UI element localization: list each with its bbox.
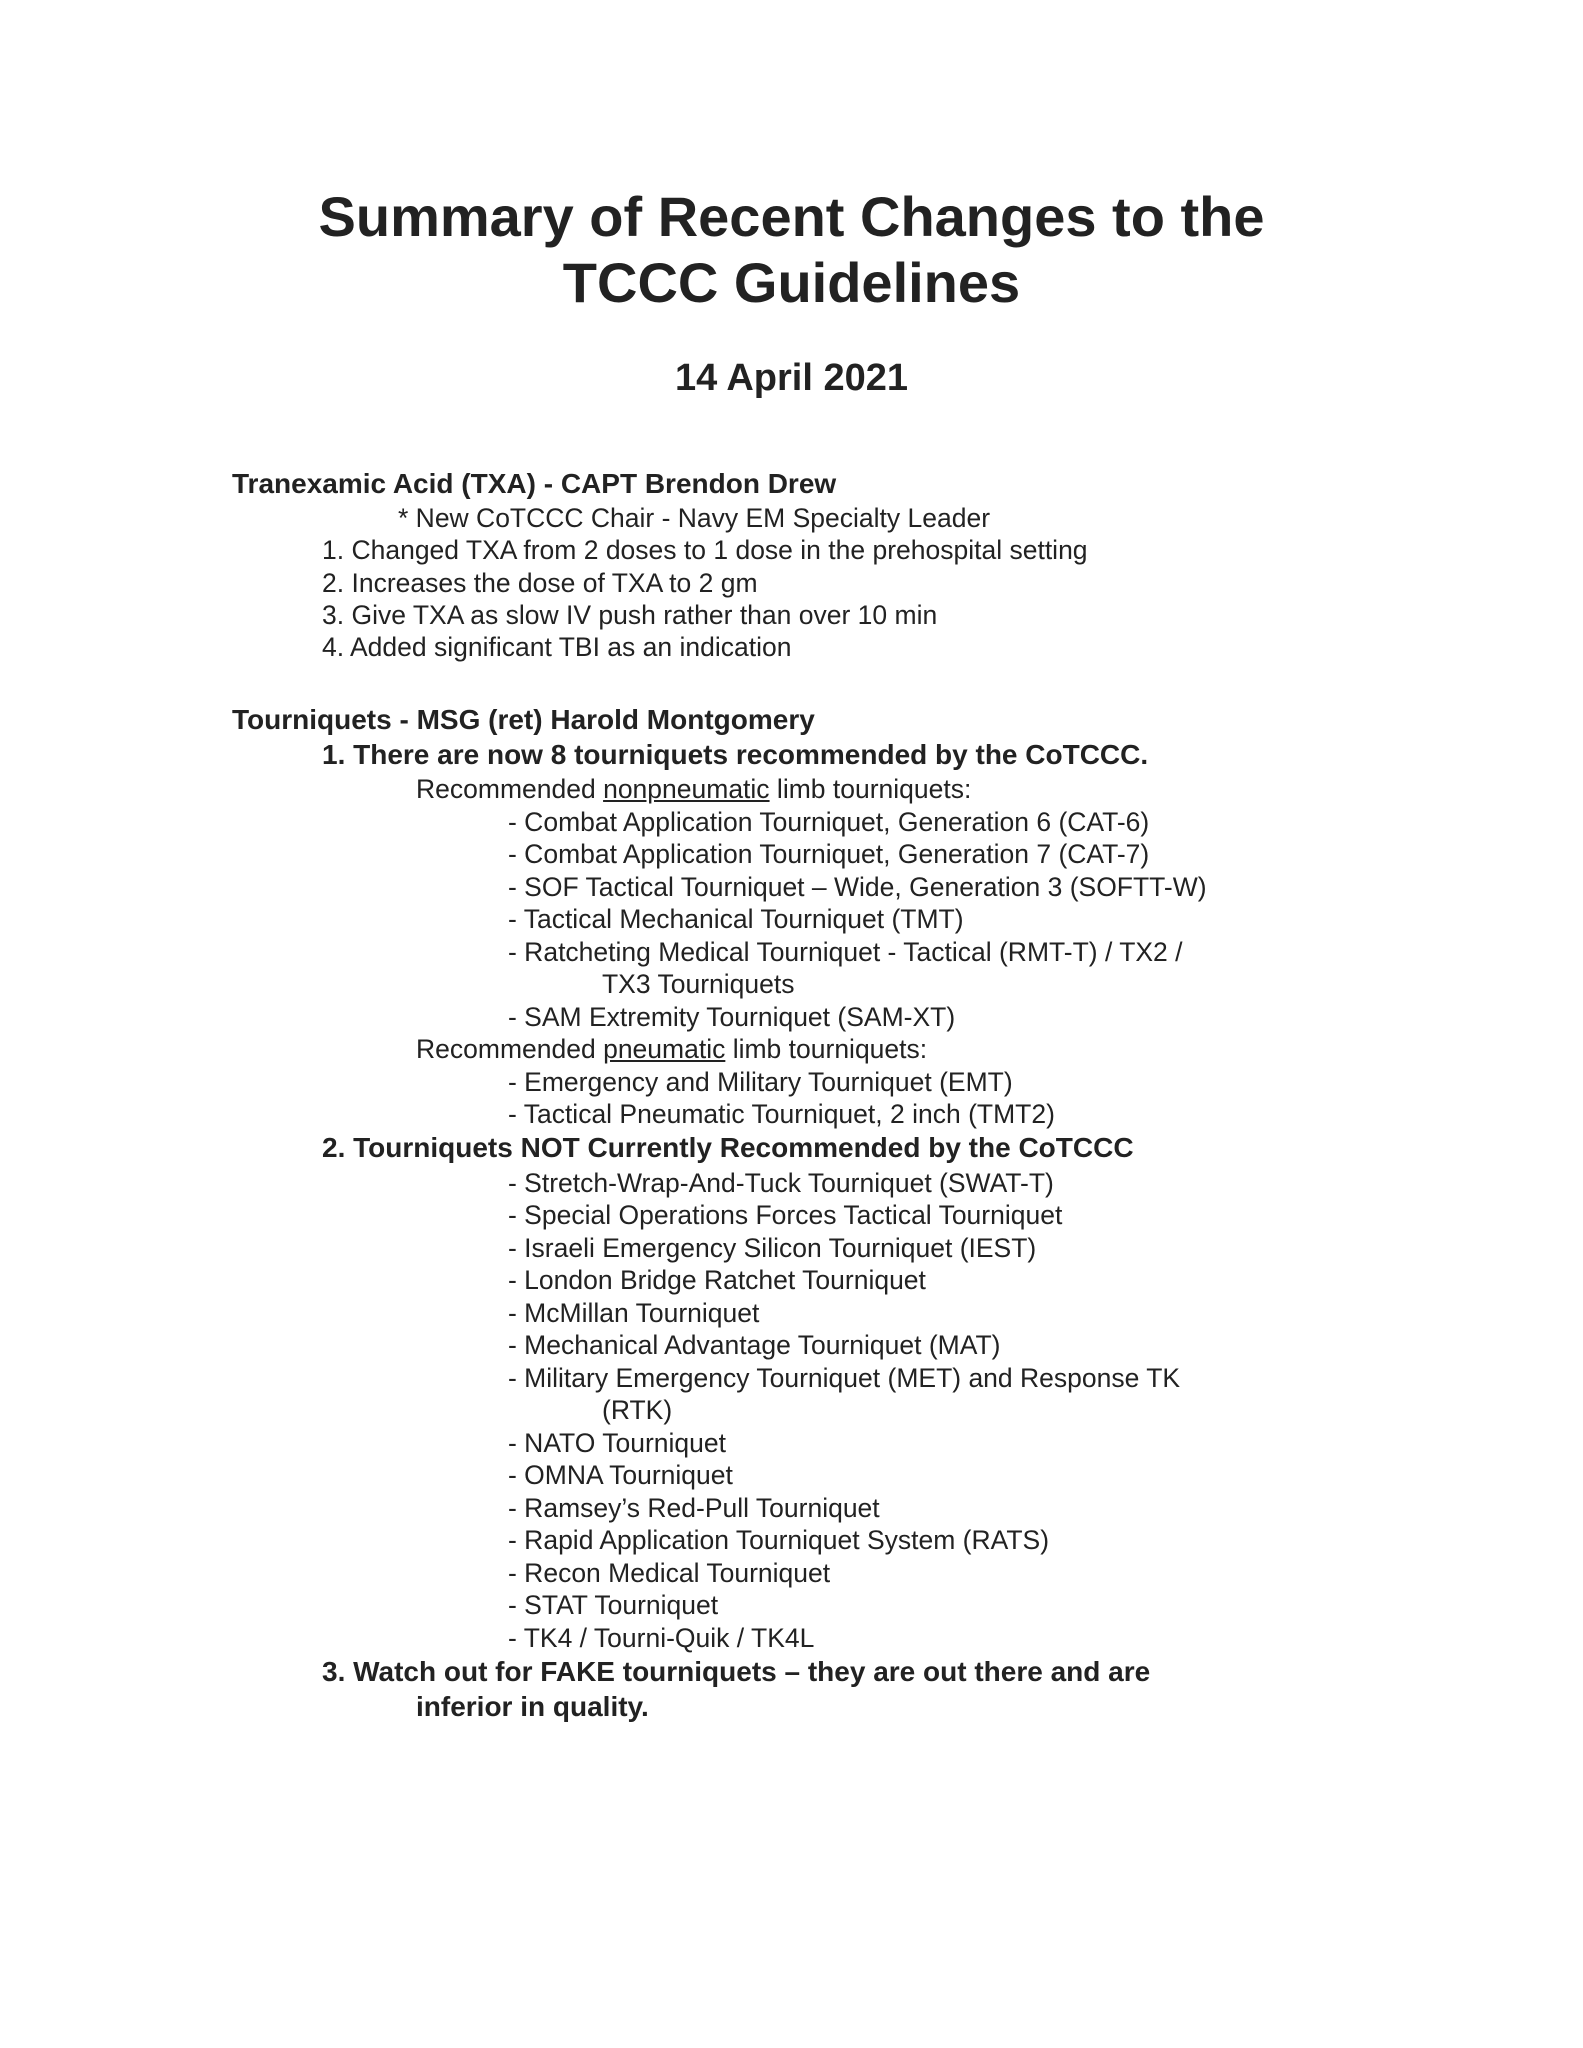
not-recommended-item: - London Bridge Ratchet Tourniquet bbox=[508, 1265, 926, 1295]
not-recommended-item: - NATO Tourniquet bbox=[508, 1428, 726, 1458]
txa-heading: Tranexamic Acid (TXA) - CAPT Brendon Drew bbox=[232, 468, 837, 499]
label-suffix: limb tourniquets: bbox=[769, 774, 972, 804]
nonpneumatic-item: - Combat Application Tourniquet, Generation 7 (CAT-7) bbox=[508, 839, 1150, 869]
title-line-1: Summary of Recent Changes to the bbox=[318, 185, 1265, 248]
not-recommended-item: - Special Operations Forces Tactical Tourniquet bbox=[508, 1200, 1063, 1230]
pneumatic-label bbox=[416, 1033, 927, 1065]
tourniquets-point-3: 3. Watch out for FAKE tourniquets – they are out there and are bbox=[322, 1656, 1151, 1687]
not-recommended-item: - Israeli Emergency Silicon Tourniquet (IEST) bbox=[508, 1233, 1037, 1263]
nonpneumatic-item: - Ratcheting Medical Tourniquet - Tactical (RMT-T) / TX2 / bbox=[508, 937, 1183, 967]
not-recommended-item: - Military Emergency Tourniquet (MET) and Response TK bbox=[508, 1363, 1181, 1393]
nonpneumatic-label bbox=[416, 773, 971, 805]
not-recommended-item: - STAT Tourniquet bbox=[508, 1590, 719, 1620]
pneumatic-item: - Emergency and Military Tourniquet (EMT) bbox=[508, 1067, 1013, 1097]
not-recommended-item: - Rapid Application Tourniquet System (RATS) bbox=[508, 1525, 1050, 1555]
txa-item: 1. Changed TXA from 2 doses to 1 dose in the prehospital setting bbox=[322, 535, 1088, 565]
tourniquets-point-2: 2. Tourniquets NOT Currently Recommended by the CoTCCC bbox=[322, 1132, 1134, 1163]
not-recommended-item: - Ramsey’s Red-Pull Tourniquet bbox=[508, 1493, 880, 1523]
nonpneumatic-item: - SOF Tactical Tourniquet – Wide, Generation 3 (SOFTT-W) bbox=[508, 872, 1207, 902]
document-date: 14 April 2021 bbox=[674, 357, 909, 399]
title-line-2: TCCC Guidelines bbox=[562, 251, 1021, 314]
not-recommended-item: - Stretch-Wrap-And-Tuck Tourniquet (SWAT-T) bbox=[508, 1168, 1054, 1198]
nonpneumatic-item: - Tactical Mechanical Tourniquet (TMT) bbox=[508, 904, 964, 934]
not-recommended-item: - TK4 / Tourni-Quik / TK4L bbox=[508, 1623, 815, 1653]
nonpneumatic-item-continued: TX3 Tourniquets bbox=[602, 969, 795, 999]
tourniquets-heading: Tourniquets - MSG (ret) Harold Montgomery bbox=[232, 704, 815, 735]
not-recommended-item: - Mechanical Advantage Tourniquet (MAT) bbox=[508, 1330, 1001, 1360]
txa-item: 4. Added significant TBI as an indication bbox=[322, 632, 792, 662]
not-recommended-item: - McMillan Tourniquet bbox=[508, 1298, 760, 1328]
not-recommended-item: - Recon Medical Tourniquet bbox=[508, 1558, 831, 1588]
txa-note: * New CoTCCC Chair - Navy EM Specialty Leader bbox=[398, 503, 991, 533]
txa-item: 2. Increases the dose of TXA to 2 gm bbox=[322, 568, 758, 598]
label-underlined: pneumatic bbox=[603, 1034, 726, 1064]
not-recommended-item-continued: (RTK) bbox=[602, 1395, 673, 1425]
label-prefix: Recommended bbox=[416, 1034, 604, 1064]
nonpneumatic-item: - SAM Extremity Tourniquet (SAM-XT) bbox=[508, 1002, 956, 1032]
nonpneumatic-item: - Combat Application Tourniquet, Generation 6 (CAT-6) bbox=[508, 807, 1150, 837]
txa-item: 3. Give TXA as slow IV push rather than over 10 min bbox=[322, 600, 938, 630]
pneumatic-item: - Tactical Pneumatic Tourniquet, 2 inch (TMT2) bbox=[508, 1099, 1055, 1129]
label-underlined: nonpneumatic bbox=[603, 774, 770, 804]
tourniquets-point-3-continued: inferior in quality. bbox=[416, 1691, 649, 1722]
label-suffix: limb tourniquets: bbox=[725, 1034, 928, 1064]
page-title bbox=[0, 184, 1583, 316]
not-recommended-item: - OMNA Tourniquet bbox=[508, 1460, 733, 1490]
label-prefix: Recommended bbox=[416, 774, 604, 804]
tourniquets-point-1: 1. There are now 8 tourniquets recommended by the CoTCCC. bbox=[322, 739, 1149, 770]
